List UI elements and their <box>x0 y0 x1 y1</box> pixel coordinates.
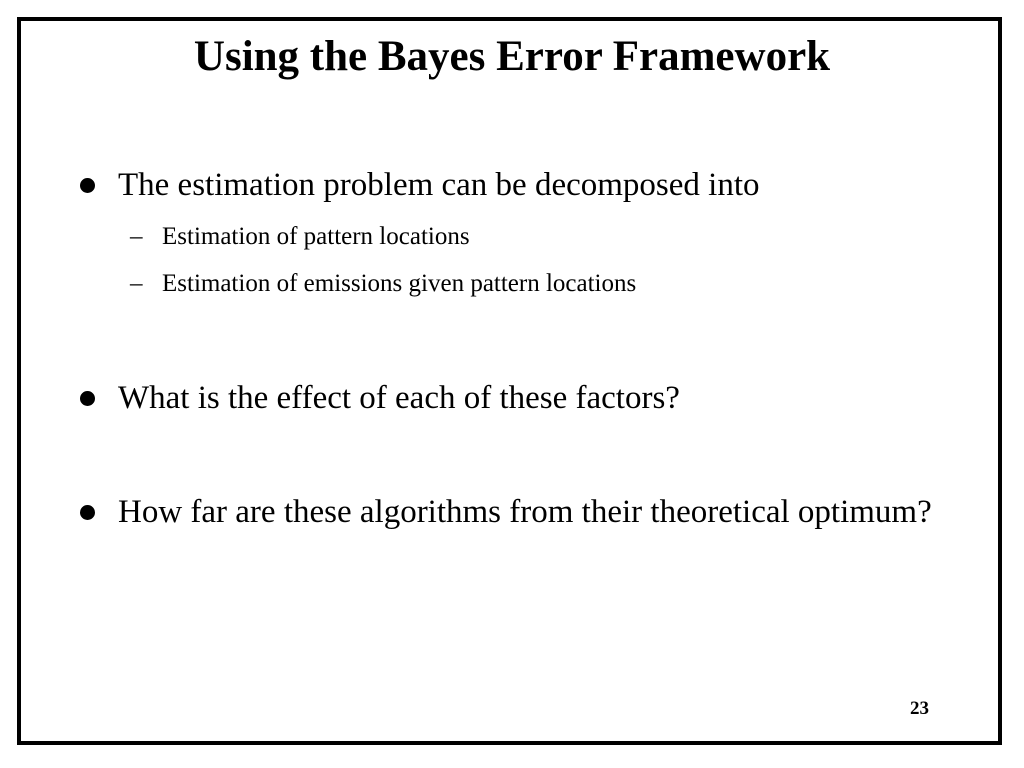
bullet-dot-icon <box>80 178 95 193</box>
bullet-text: What is the effect of each of these factors? <box>118 380 680 416</box>
sub-bullet-text: Estimation of emissions given pattern locations <box>162 270 637 297</box>
sub-bullet-text: Estimation of pattern locations <box>162 223 470 250</box>
bullet-dot-icon <box>80 505 95 520</box>
dash-icon: – <box>130 223 143 250</box>
bullet-text: The estimation problem can be decomposed into <box>118 167 760 203</box>
bullet-text: How far are these algorithms from their theoretical optimum? <box>118 494 932 530</box>
slide-title: Using the Bayes Error Framework <box>193 33 831 80</box>
dash-icon: – <box>130 270 143 297</box>
bullet-dot-icon <box>80 391 95 406</box>
page-number: 23 <box>910 698 929 719</box>
